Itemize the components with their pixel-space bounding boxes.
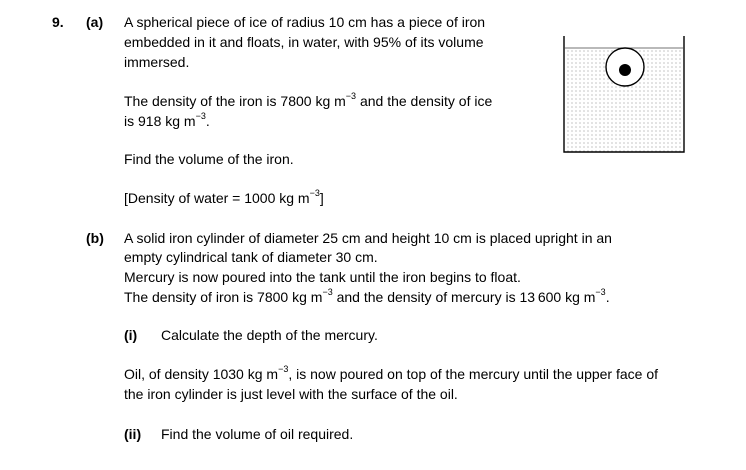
sub-ii-label: (ii)	[124, 426, 142, 442]
part-a-density-line-2	[124, 111, 210, 131]
part-a-label: (a)	[86, 14, 104, 30]
ice-density-text: and the density of ice	[356, 93, 493, 109]
part-b-line-2: empty cylindrical tank of diameter 30 cm.	[124, 249, 378, 265]
oil-line-1	[124, 364, 658, 384]
part-a-water-density	[124, 188, 324, 208]
iron-piece	[619, 64, 631, 76]
sub-ii-text: Find the volume of oil required.	[161, 426, 354, 442]
question-number: 9.	[52, 14, 64, 30]
part-b-density-line	[124, 287, 610, 307]
bracket-close: ]	[319, 190, 324, 206]
period: .	[605, 289, 610, 305]
unit-exponent: −3	[345, 91, 357, 102]
unit-exponent: −3	[309, 188, 320, 199]
part-a-line-3: immersed.	[124, 54, 190, 70]
part-b-line-3: Mercury is now poured into the tank until the iron begins to float.	[124, 269, 521, 285]
unit-exponent: −3	[595, 287, 606, 298]
part-b-label: (b)	[86, 230, 104, 246]
sub-i-label: (i)	[124, 327, 138, 343]
period: .	[205, 113, 210, 129]
part-a-density-line-1	[124, 91, 492, 111]
ice-sphere-diagram	[555, 30, 695, 158]
iron-density-text: The density of iron is 7800 kg m	[124, 289, 323, 305]
oil-density-text: Oil, of density 1030 kg m	[124, 366, 279, 382]
sub-i-text: Calculate the depth of the mercury.	[161, 327, 378, 343]
unit-exponent: −3	[278, 364, 289, 375]
part-b-line-1: A solid iron cylinder of diameter 25 cm and height 10 cm is placed upright in an	[124, 230, 612, 246]
unit-exponent: −3	[195, 111, 206, 122]
mercury-density-text: and the density of mercury is 13 600 kg m	[332, 289, 596, 305]
part-a-task: Find the volume of the iron.	[124, 151, 294, 167]
unit-exponent: −3	[322, 287, 333, 298]
water-density-text: [Density of water = 1000 kg m	[124, 190, 310, 206]
oil-condition-text: , is now poured on top of the mercury until the upper face of	[288, 366, 659, 382]
oil-line-2: the iron cylinder is just level with the surface of the oil.	[124, 386, 458, 402]
part-a-line-2: embedded in it and floats, in water, with 95% of its volume	[124, 34, 484, 50]
iron-density-text: The density of the iron is 7800 kg m	[124, 93, 346, 109]
ice-density-value: is 918 kg m	[124, 113, 196, 129]
part-a-line-1: A spherical piece of ice of radius 10 cm has a piece of iron	[124, 14, 486, 30]
